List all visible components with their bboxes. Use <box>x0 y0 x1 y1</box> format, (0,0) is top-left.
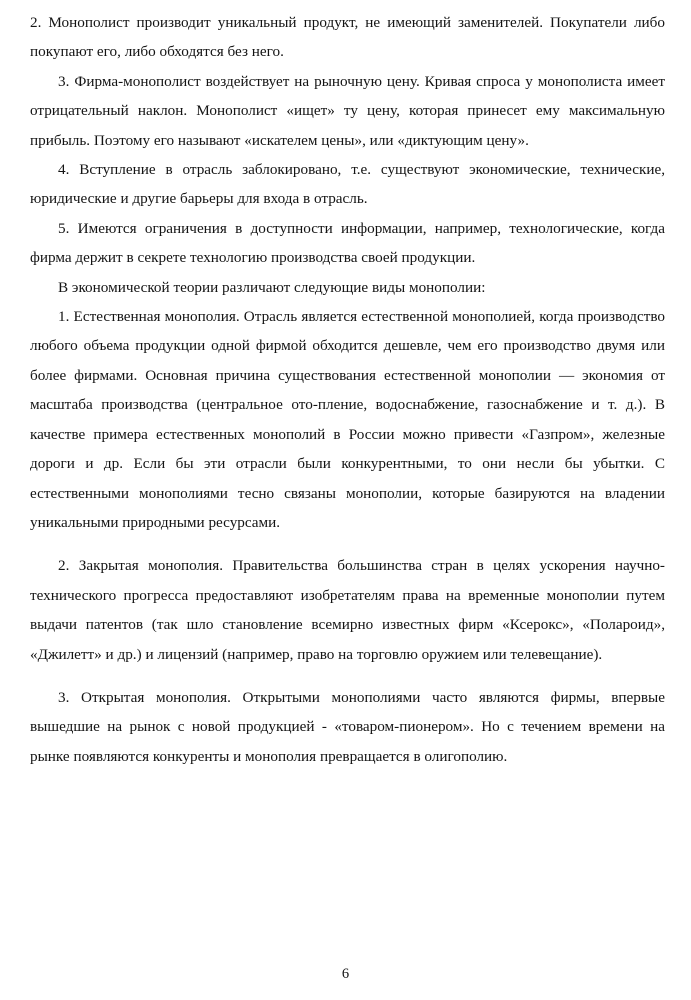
paragraph: 2. Монополист производит уникальный продукт, не имеющий заменителей. Покупатели либо покупают его, либо обходятся без него. <box>30 14 665 61</box>
paragraph: 3. Фирма-монополист воздействует на рыночную цену. Кривая спроса у монополиста имеет отрицательный наклон. Монополист «ищет» ту цену, которая принесет ему максимальную прибыль. Поэтому его называют «искателем цены», или «диктующим цену». <box>30 72 665 149</box>
paragraph: В экономической теории различают следующие виды монополии: <box>58 278 486 296</box>
document-body <box>30 8 665 771</box>
paragraph: 5. Имеются ограничения в доступности информации, например, технологические, когда фирма держит в секрете технологию производства своей продукции. <box>30 219 665 267</box>
page-number: 6 <box>341 966 350 982</box>
paragraph: 3. Открытая монополия. Открытыми монополиями часто являются фирмы, впервые вышедшие на рынок с новой продукцией - «товаром-пионером». Но с течением времени на рынке появляются конкуренты и монополия превращается в олигополию. <box>30 688 665 765</box>
paragraph: 4. Вступление в отрасль заблокировано, т.е. существуют экономические, технические, юридические и другие барьеры для входа в отрасль. <box>30 161 665 208</box>
paragraph: 2. Закрытая монополия. Правительства большинства стран в целях ускорения научно-технического прогресса предоставляют изобретателям права на временные монополии путем выдачи патентов (так шло становление всемирно известных фирм «Ксерокс», «Полароид», «Джилетт» и др.) и лицензий (например, право на торговлю оружием или телевещание). <box>30 557 665 663</box>
paragraph: 1. Естественная монополия. Отрасль является естественной монополией, когда производство любого объема продукции одной фирмой обходится дешевле, чем его производство двумя или более фирмами. Основная причина существования естественной монополии — экономия от масштаба производства (центральное ото-пление, водоснабжение, газоснабжение и т. д.). В качестве примера естественных монополий в России можно привести «Газпром», железные дороги и др. Если бы эти отрасли были конкурентными, то они несли бы убытки. С естественными монополиями тесно связаны монополии, которые базируются на владении уникальными природными ресурсами. <box>30 308 665 531</box>
